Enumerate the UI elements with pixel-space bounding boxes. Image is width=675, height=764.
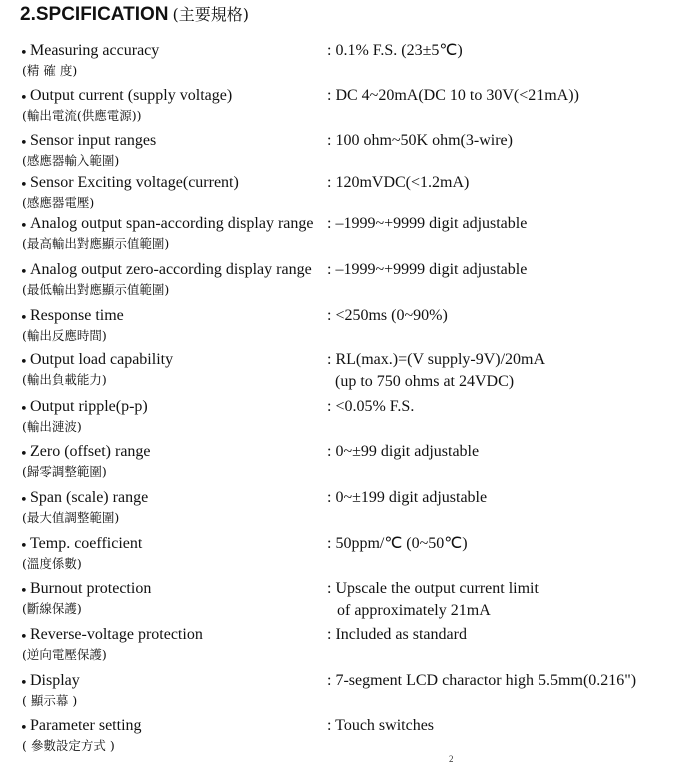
spec-row-reverse-voltage-protection bbox=[0, 625, 675, 669]
spec-value-line2: of approximately 21mA bbox=[337, 602, 491, 619]
spec-value: : DC 4~20mA(DC 10 to 30V(<21mA)) bbox=[327, 87, 579, 104]
spec-label: Analog output span-according display range bbox=[30, 215, 314, 232]
bullet-icon: • bbox=[20, 584, 28, 599]
bullet-icon: • bbox=[20, 178, 28, 193]
spec-label-cn: (輸出反應時間) bbox=[22, 328, 107, 343]
bullet-icon: • bbox=[20, 265, 28, 280]
spec-label: Output current (supply voltage) bbox=[30, 87, 233, 104]
spec-label: Display bbox=[30, 672, 80, 689]
spec-row-output-load-capability bbox=[0, 350, 675, 394]
spec-label-cn: ( 顯示幕 ) bbox=[22, 693, 78, 708]
spec-value: : 0.1% F.S. (23±5℃) bbox=[327, 42, 463, 59]
spec-value: : 50ppm/℃ (0~50℃) bbox=[327, 535, 468, 552]
spec-row-output-ripple bbox=[0, 397, 675, 441]
spec-row-analog-output-span bbox=[0, 214, 675, 258]
spec-label: Parameter setting bbox=[30, 717, 142, 734]
spec-value: : 120mVDC(<1.2mA) bbox=[327, 174, 470, 191]
bullet-icon: • bbox=[20, 402, 28, 417]
spec-value: : –1999~+9999 digit adjustable bbox=[327, 215, 528, 232]
section-title-cn: (主要規格) bbox=[172, 5, 249, 24]
spec-row-sensor-input-ranges bbox=[0, 131, 675, 175]
section-heading bbox=[20, 2, 249, 26]
spec-value: : Upscale the output current limit bbox=[327, 580, 539, 597]
spec-value: : 100 ohm~50K ohm(3-wire) bbox=[327, 132, 513, 149]
spec-label-cn: (最大值調整範圍) bbox=[22, 510, 120, 525]
bullet-icon: • bbox=[20, 539, 28, 554]
spec-label-cn: (感應器電壓) bbox=[22, 195, 95, 210]
spec-label-cn: (溫度係數) bbox=[22, 556, 82, 571]
spec-label: Analog output zero-according display range bbox=[30, 261, 312, 278]
spec-value: : –1999~+9999 digit adjustable bbox=[327, 261, 528, 278]
spec-label: Output load capability bbox=[30, 351, 174, 368]
spec-label: Temp. coefficient bbox=[30, 535, 143, 552]
spec-label: Burnout protection bbox=[30, 580, 152, 597]
spec-label-cn: (精 確 度) bbox=[22, 63, 78, 78]
spec-label: Measuring accuracy bbox=[30, 42, 160, 59]
spec-label-cn: ( 參數設定方式 ) bbox=[22, 738, 115, 753]
spec-label-cn: (逆向電壓保護) bbox=[22, 647, 107, 662]
spec-label-cn: (歸零調整範圍) bbox=[22, 464, 107, 479]
bullet-icon: • bbox=[20, 447, 28, 462]
spec-label-cn: (最低輸出對應顯示值範圍) bbox=[22, 282, 170, 297]
spec-label-cn: (輸出漣波) bbox=[22, 419, 82, 434]
spec-label: Span (scale) range bbox=[30, 489, 149, 506]
bullet-icon: • bbox=[20, 676, 28, 691]
spec-label-cn: (最高輸出對應顯示值範圍) bbox=[22, 236, 170, 251]
spec-row-span-scale-range bbox=[0, 488, 675, 532]
spec-label-cn: (感應器輸入範圍) bbox=[22, 153, 120, 168]
spec-label: Zero (offset) range bbox=[30, 443, 151, 460]
bullet-icon: • bbox=[20, 219, 28, 234]
spec-label: Output ripple(p-p) bbox=[30, 398, 148, 415]
spec-value: : RL(max.)=(V supply-9V)/20mA bbox=[327, 351, 546, 368]
spec-value: : <250ms (0~90%) bbox=[327, 307, 448, 324]
spec-label: Sensor input ranges bbox=[30, 132, 157, 149]
spec-row-parameter-setting bbox=[0, 716, 675, 760]
spec-label: Response time bbox=[30, 307, 124, 324]
bullet-icon: • bbox=[20, 355, 28, 370]
spec-row-temp-coefficient bbox=[0, 534, 675, 578]
bullet-icon: • bbox=[20, 91, 28, 106]
spec-row-response-time bbox=[0, 306, 675, 350]
spec-label-cn: (輸出負載能力) bbox=[22, 372, 107, 387]
spec-value: : <0.05% F.S. bbox=[327, 398, 415, 415]
spec-label: Reverse-voltage protection bbox=[30, 626, 203, 643]
bullet-icon: • bbox=[20, 630, 28, 645]
spec-row-output-current bbox=[0, 86, 675, 130]
spec-row-analog-output-zero bbox=[0, 260, 675, 304]
spec-label: Sensor Exciting voltage(current) bbox=[30, 174, 239, 191]
section-title: 2.SPCIFICATION bbox=[20, 4, 169, 25]
bullet-icon: • bbox=[20, 136, 28, 151]
spec-value: : Included as standard bbox=[327, 626, 467, 643]
spec-value: : 7-segment LCD charactor high 5.5mm(0.216") bbox=[327, 672, 637, 689]
spec-value-line2: (up to 750 ohms at 24VDC) bbox=[335, 373, 515, 390]
bullet-icon: • bbox=[20, 493, 28, 508]
spec-value: : 0~±199 digit adjustable bbox=[327, 489, 488, 506]
spec-row-measuring-accuracy bbox=[0, 41, 675, 85]
spec-label-cn: (輸出電流(供應電源)) bbox=[22, 108, 142, 123]
spec-label-cn: (斷線保護) bbox=[22, 601, 82, 616]
spec-row-zero-offset-range bbox=[0, 442, 675, 486]
spec-row-display bbox=[0, 671, 675, 715]
spec-value: : 0~±99 digit adjustable bbox=[327, 443, 480, 460]
bullet-icon: • bbox=[20, 46, 28, 61]
bullet-icon: • bbox=[20, 311, 28, 326]
spec-value: : Touch switches bbox=[327, 717, 435, 734]
page-number: 2 bbox=[449, 754, 454, 764]
spec-row-sensor-exciting-voltage bbox=[0, 173, 675, 217]
spec-row-burnout-protection bbox=[0, 579, 675, 623]
bullet-icon: • bbox=[20, 721, 28, 736]
